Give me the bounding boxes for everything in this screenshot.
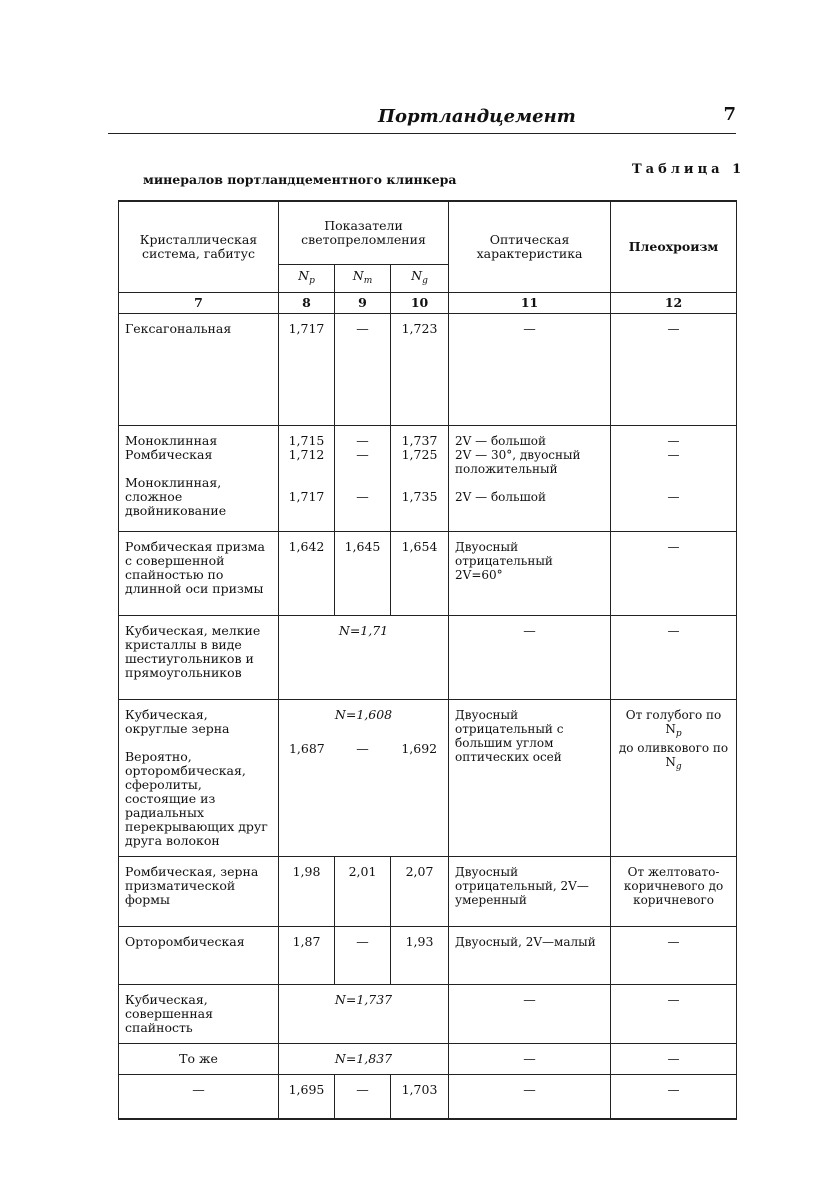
cell-optical: Двуосный отрицательный 2V=60° (449, 532, 611, 616)
cell-crystal: — (119, 1075, 279, 1119)
cell-pleochroism: — (611, 616, 737, 700)
col-header-np: $N_p$ (279, 265, 335, 293)
table-label: Таблица 1 (632, 162, 746, 177)
col-header-optical: Оптическая характеристика (449, 201, 611, 293)
colnum: 10 (391, 293, 449, 314)
cell-optical: Двуосный отрицательный с большим углом оптических осей (449, 700, 611, 857)
colnum: 12 (611, 293, 737, 314)
table-caption: минералов портландцементного клинкера (143, 172, 457, 187)
cell-nm: 2,01 (335, 857, 391, 927)
table-row (119, 1044, 737, 1075)
cell-ng: 1,723 (391, 314, 449, 426)
cell-optical: 2V — большой 2V — 30°, двуосный положительный 2V — большой (449, 426, 611, 532)
col-header-pleochroism: Плеохроизм (611, 201, 737, 293)
cell-np: 1,87 (279, 927, 335, 985)
cell-crystal: Ромбическая, зерна призматической формы (119, 857, 279, 927)
cell-nm: 1,645 (335, 532, 391, 616)
col-header-nm: $N_m$ (335, 265, 391, 293)
cell-nm: — (335, 314, 391, 426)
cell-crystal: Кубическая, округлые зерна Вероятно, орторомбическая, сферолиты, состоящие из радиальных перекрывающих друг друга волокон (119, 700, 279, 857)
table-row (119, 616, 737, 700)
cell-ng: 1,737 1,725 1,735 (391, 426, 449, 532)
cell-ng: 1,703 (391, 1075, 449, 1119)
page-number: 7 (723, 104, 736, 125)
cell-pleochroism: От желтовато-коричневого до коричневого (611, 857, 737, 927)
cell-np: 1,695 (279, 1075, 335, 1119)
cell-optical: — (449, 616, 611, 700)
col-header-crystal: Кристаллическая система, габитус (119, 201, 279, 293)
cell-optical: Двуосный, 2V—малый (449, 927, 611, 985)
column-number-row (119, 293, 737, 314)
cell-pleochroism: — (611, 532, 737, 616)
cell-pleochroism: — (611, 985, 737, 1044)
table-row (119, 532, 737, 616)
cell-ng: 1,93 (391, 927, 449, 985)
cell-n-split: N=1,608 1,687 — 1,692 (279, 700, 449, 857)
cell-n-combined: N=1,71 (279, 616, 449, 700)
cell-optical: — (449, 1044, 611, 1075)
table-header-row (119, 201, 737, 265)
running-title: Портландцемент (378, 106, 576, 127)
cell-np: 1,642 (279, 532, 335, 616)
minerals-table (118, 200, 737, 1120)
table-row (119, 314, 737, 426)
colnum: 8 (279, 293, 335, 314)
cell-pleochroism: От голубого по $N_p$ до оливкового по $N_g$ (611, 700, 737, 857)
cell-pleochroism: — (611, 927, 737, 985)
cell-np: 1,717 (279, 314, 335, 426)
table-row (119, 426, 737, 532)
table-row (119, 857, 737, 927)
cell-ng: 1,654 (391, 532, 449, 616)
cell-optical: — (449, 1075, 611, 1119)
table-row (119, 1075, 737, 1119)
cell-crystal: Кубическая, мелкие кристаллы в виде шестиугольников и прямоугольников (119, 616, 279, 700)
cell-nm: — (335, 927, 391, 985)
cell-crystal: Моноклинная Ромбическая Моноклинная, сложное двойникование (119, 426, 279, 532)
cell-optical: Двуосный отрицательный, 2V—умеренный (449, 857, 611, 927)
cell-n-combined: N=1,837 (279, 1044, 449, 1075)
cell-crystal: То же (119, 1044, 279, 1075)
header-rule (108, 133, 736, 134)
cell-np: 1,98 (279, 857, 335, 927)
col-header-refraction: Показатели светопреломления (279, 201, 449, 265)
table-row (119, 700, 737, 857)
cell-crystal: Кубическая, совершенная спайность (119, 985, 279, 1044)
running-header (108, 106, 736, 130)
cell-np: 1,715 1,712 1,717 (279, 426, 335, 532)
cell-pleochroism: — (611, 314, 737, 426)
cell-pleochroism: — — — (611, 426, 737, 532)
cell-crystal: Гексагональная (119, 314, 279, 426)
cell-ng: 2,07 (391, 857, 449, 927)
cell-crystal: Ромбическая призма с совершенной спайностью по длинной оси призмы (119, 532, 279, 616)
cell-optical: — (449, 314, 611, 426)
cell-nm: — (335, 1075, 391, 1119)
col-header-ng: $N_g$ (391, 265, 449, 293)
table-row (119, 985, 737, 1044)
table-row (119, 927, 737, 985)
cell-pleochroism: — (611, 1044, 737, 1075)
cell-optical: — (449, 985, 611, 1044)
cell-n-combined: N=1,737 (279, 985, 449, 1044)
cell-pleochroism: — (611, 1075, 737, 1119)
colnum: 7 (119, 293, 279, 314)
colnum: 9 (335, 293, 391, 314)
cell-crystal: Орторомбическая (119, 927, 279, 985)
colnum: 11 (449, 293, 611, 314)
cell-nm: — — — (335, 426, 391, 532)
